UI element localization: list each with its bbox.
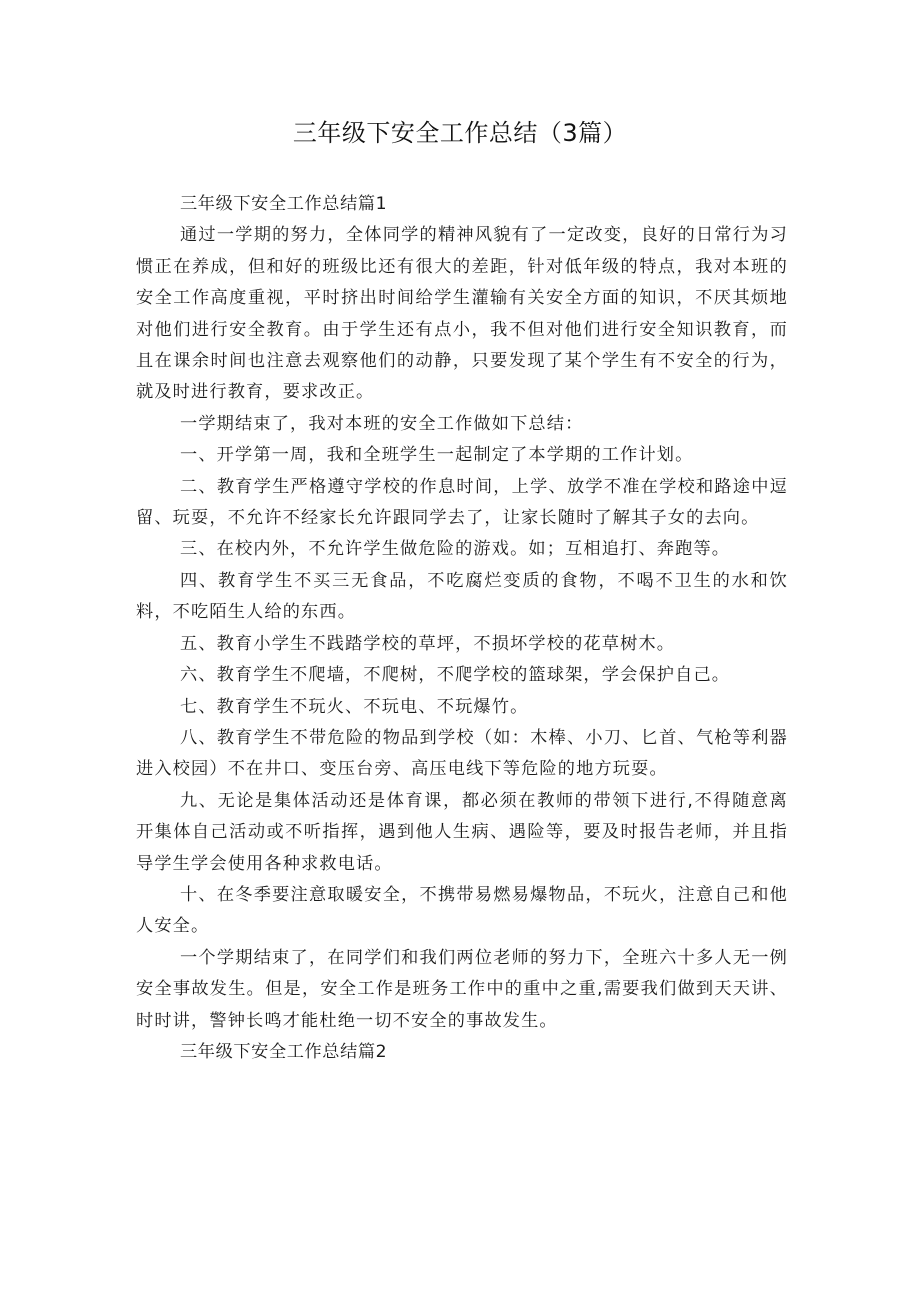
paragraph-intro: 通过一学期的努力，全体同学的精神风貌有了一定改变，良好的日常行为习惯正在养成，但和好的班级比还有很大的差距，针对低年级的特点，我对本班的安全工作高度重视，平时挤出时间给学生灌输有关安全方面的知识，不厌其烦地对他们进行安全教育。由于学生还有点小，我不但对他们进行安全知识教育，而且在课余时间也注意去观察他们的动静，只要发现了某个学生有不安全的行为，就及时进行教育，要求改正。 xyxy=(136,225,788,403)
list-item-1: 一、开学第一周，我和全班学生一起制定了本学期的工作计划。 xyxy=(180,445,694,466)
list-item-9: 九、无论是集体活动还是体育课，都必须在教师的带领下进行,不得随意离开集体自己活动或不听指挥，遇到他人生病、遇险等，要及时报告老师，并且指导学生学会使用各种求救电话。 xyxy=(136,790,788,874)
document-title: 三年级下安全工作总结（3篇） xyxy=(292,119,628,147)
list-item-7: 七、教育学生不玩火、不玩电、不玩爆竹。 xyxy=(180,696,529,717)
list-item-10: 十、在冬季要注意取暖安全，不携带易燃易爆物品，不玩火，注意自己和他人安全。 xyxy=(136,884,788,937)
list-item-5: 五、教育小学生不践踏学校的草坪，不损坏学校的花草树木。 xyxy=(180,633,676,654)
document-body xyxy=(136,189,788,1068)
list-item-6: 六、教育学生不爬墙，不爬树，不爬学校的篮球架，学会保护自己。 xyxy=(180,665,731,686)
list-item-4: 四、教育学生不买三无食品，不吃腐烂变质的食物，不喝不卫生的水和饮料，不吃陌生人给的东西。 xyxy=(136,570,788,623)
paragraph-conclusion: 一个学期结束了，在同学们和我们两位老师的努力下，全班六十多人无一例安全事故发生。但是，安全工作是班务工作中的重中之重,需要我们做到天天讲、时时讲，警钟长鸣才能杜绝一切不安全的事故发生。 xyxy=(136,947,788,1031)
list-item-3: 三、在校内外，不允许学生做危险的游戏。如；互相追打、奔跑等。 xyxy=(180,539,731,560)
paragraph-summary-lead: 一学期结束了，我对本班的安全工作做如下总结： xyxy=(180,413,584,434)
list-item-8: 八、教育学生不带危险的物品到学校（如：木棒、小刀、匕首、气枪等利器进入校园）不在井口、变压台旁、高压电线下等危险的地方玩耍。 xyxy=(136,727,788,780)
section-heading-2: 三年级下安全工作总结篇2 xyxy=(180,1041,388,1062)
section-heading-1: 三年级下安全工作总结篇1 xyxy=(180,194,388,214)
list-item-2: 二、教育学生严格遵守学校的作息时间，上学、放学不准在学校和路途中逗留、玩耍，不允许不经家长允许跟同学去了，让家长随时了解其子女的去向。 xyxy=(136,476,788,529)
